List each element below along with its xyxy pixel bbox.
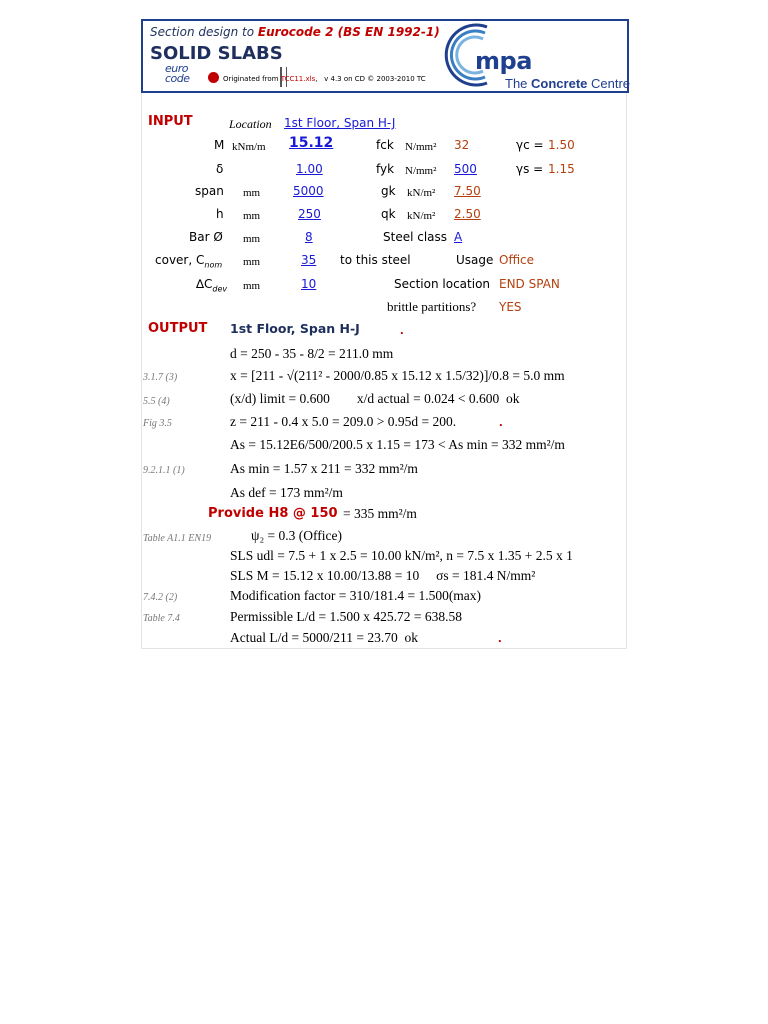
- bar-input[interactable]: 8: [305, 230, 313, 244]
- gk-unit: kN/m²: [407, 187, 436, 199]
- fck-label: fck: [376, 138, 394, 152]
- gamma-s-input[interactable]: 1.15: [548, 162, 575, 176]
- cover-input[interactable]: 35: [301, 253, 317, 267]
- gamma-c-label: γc =: [516, 138, 544, 152]
- tcc-bold: Concrete: [531, 76, 588, 91]
- calc-modification: Modification factor = 310/181.4 = 1.500(max): [230, 588, 482, 603]
- ref-fig-3-5: Fig 3.5: [143, 418, 172, 429]
- calc-as: As = 15.12E6/500/200.5 x 1.15 = 173 < As min = 332 mm²/m: [230, 437, 565, 452]
- ref-5-5: 5.5 (4): [143, 396, 170, 407]
- calc-asdef: As def = 173 mm²/m: [230, 485, 343, 500]
- h-input[interactable]: 250: [298, 207, 321, 221]
- gamma-s-label: γs =: [516, 162, 544, 176]
- m-unit: kNm/m: [232, 141, 266, 153]
- eurocode-logo-euro: euro: [165, 62, 188, 75]
- qk-input[interactable]: 2.50: [454, 207, 481, 221]
- output-location: 1st Floor, Span H-J: [230, 321, 360, 336]
- usage-input[interactable]: Office: [499, 253, 535, 267]
- provide-value: = 335 mm²/m: [343, 506, 417, 521]
- gk-label: gk: [381, 184, 396, 198]
- delta-label: δ: [216, 162, 224, 176]
- calc-psi: ψ₂ = 0.3 (Office): [251, 528, 342, 543]
- dcdev-label: $\Delta C_{dev}$: [196, 277, 228, 294]
- header-title-prefix: Section design to: [150, 25, 255, 39]
- origin-note: Originated from TCC11.xls, v 4.3 on CD © 2003-2010 TC: [223, 75, 426, 83]
- calc-actual: Actual L/d = 5000/211 = 23.70 ok: [230, 630, 418, 645]
- header-title: [150, 25, 440, 39]
- origin-version: v 4.3 on CD © 2003-2010 TC: [324, 75, 426, 83]
- input-heading: INPUT: [148, 114, 193, 129]
- sheet-header: [141, 19, 629, 93]
- output-marker-3: .: [498, 630, 502, 645]
- header-title-code: Eurocode 2 (BS EN 1992-1): [257, 25, 440, 39]
- fyk-label: fyk: [376, 162, 395, 176]
- tcc-prefix: The: [505, 76, 528, 91]
- calc-sls-udl: SLS udl = 7.5 + 1 x 2.5 = 10.00 kN/m², n = 7.5 x 1.35 + 2.5 x 1: [230, 548, 573, 563]
- fck-unit: N/mm²: [405, 141, 437, 153]
- provide-label: Provide H8 @ 150: [208, 506, 338, 521]
- calc-d: d = 250 - 35 - 8/2 = 211.0 mm: [230, 346, 394, 361]
- fyk-input[interactable]: 500: [454, 162, 477, 176]
- eurocode-dot-icon: [208, 72, 219, 83]
- calc-z: z = 211 - 0.4 x 5.0 = 209.0 > 0.95d = 200.: [230, 414, 457, 429]
- header-subtitle: SOLID SLABS: [150, 43, 283, 64]
- origin-prefix: Originated from: [223, 75, 279, 83]
- fck-input[interactable]: 32: [454, 138, 470, 152]
- brittle-input[interactable]: YES: [499, 300, 522, 314]
- cover-note: to this steel: [340, 253, 411, 267]
- sheet-bottom-border: [141, 648, 627, 649]
- ref-3-1-7: 3.1.7 (3): [143, 372, 178, 383]
- span-label: span: [195, 184, 224, 198]
- steel-class-label: Steel class: [383, 230, 448, 244]
- qk-unit: kN/m²: [407, 210, 436, 222]
- usage-label: Usage: [456, 253, 494, 267]
- calc-sls-m: SLS M = 15.12 x 10.00/13.88 = 10 σs = 181.4 N/mm²: [230, 568, 536, 583]
- tcc-logo-text: [505, 76, 630, 91]
- output-marker-2: .: [499, 414, 503, 429]
- span-input[interactable]: 5000: [293, 184, 324, 198]
- calc-permissible: Permissible L/d = 1.500 x 425.72 = 638.58: [230, 609, 462, 624]
- output-heading: OUTPUT: [148, 321, 208, 336]
- calc-x: x = [211 - √(211² - 2000/0.85 x 15.12 x 1.5/32)]/0.8 = 5.0 mm: [230, 368, 565, 383]
- location-input[interactable]: 1st Floor, Span H-J: [284, 116, 396, 130]
- gamma-c-input[interactable]: 1.50: [548, 138, 575, 152]
- m-label: M: [214, 138, 225, 152]
- section-location-input[interactable]: END SPAN: [499, 277, 560, 291]
- gk-input[interactable]: 7.50: [454, 184, 481, 198]
- span-unit: mm: [243, 187, 261, 199]
- calc-asmin: As min = 1.57 x 211 = 332 mm²/m: [230, 461, 418, 476]
- ref-table-a1-1: Table A1.1 EN19: [143, 533, 212, 544]
- eurocode-logo: [165, 62, 221, 88]
- dcdev-input[interactable]: 10: [301, 277, 317, 291]
- origin-file: TCC11.xls: [280, 75, 316, 83]
- steel-class-input[interactable]: A: [454, 230, 463, 244]
- location-label: Location: [229, 117, 272, 131]
- ref-7-4-2: 7.4.2 (2): [143, 592, 178, 603]
- dcdev-unit: mm: [243, 280, 261, 292]
- m-input[interactable]: 15.12: [289, 135, 334, 151]
- bar-label: Bar Ø: [189, 230, 223, 244]
- cover-unit: mm: [243, 256, 261, 268]
- mpa-logo: [435, 21, 631, 91]
- cover-label: cover, $C_{nom}$: [155, 253, 223, 270]
- tcc-suffix: Centre: [591, 76, 631, 91]
- brittle-label: brittle partitions?: [387, 299, 477, 314]
- eurocode-logo-code: code: [165, 72, 190, 85]
- calc-xd: (x/d) limit = 0.600 x/d actual = 0.024 < 0.600 ok: [230, 391, 520, 406]
- h-label: h: [216, 207, 224, 221]
- fyk-unit: N/mm²: [405, 165, 437, 177]
- bar-unit: mm: [243, 233, 261, 245]
- sheet-left-border: [141, 92, 142, 649]
- ref-9-2-1-1: 9.2.1.1 (1): [143, 465, 185, 476]
- delta-input[interactable]: 1.00: [296, 162, 323, 176]
- section-location-label: Section location: [394, 277, 491, 291]
- sheet-right-border: [626, 92, 627, 649]
- h-unit: mm: [243, 210, 261, 222]
- mpa-logo-text: mpa: [475, 47, 532, 75]
- ref-table-7-4: Table 7.4: [143, 613, 180, 624]
- qk-label: qk: [381, 207, 396, 221]
- output-marker-1: .: [400, 322, 404, 337]
